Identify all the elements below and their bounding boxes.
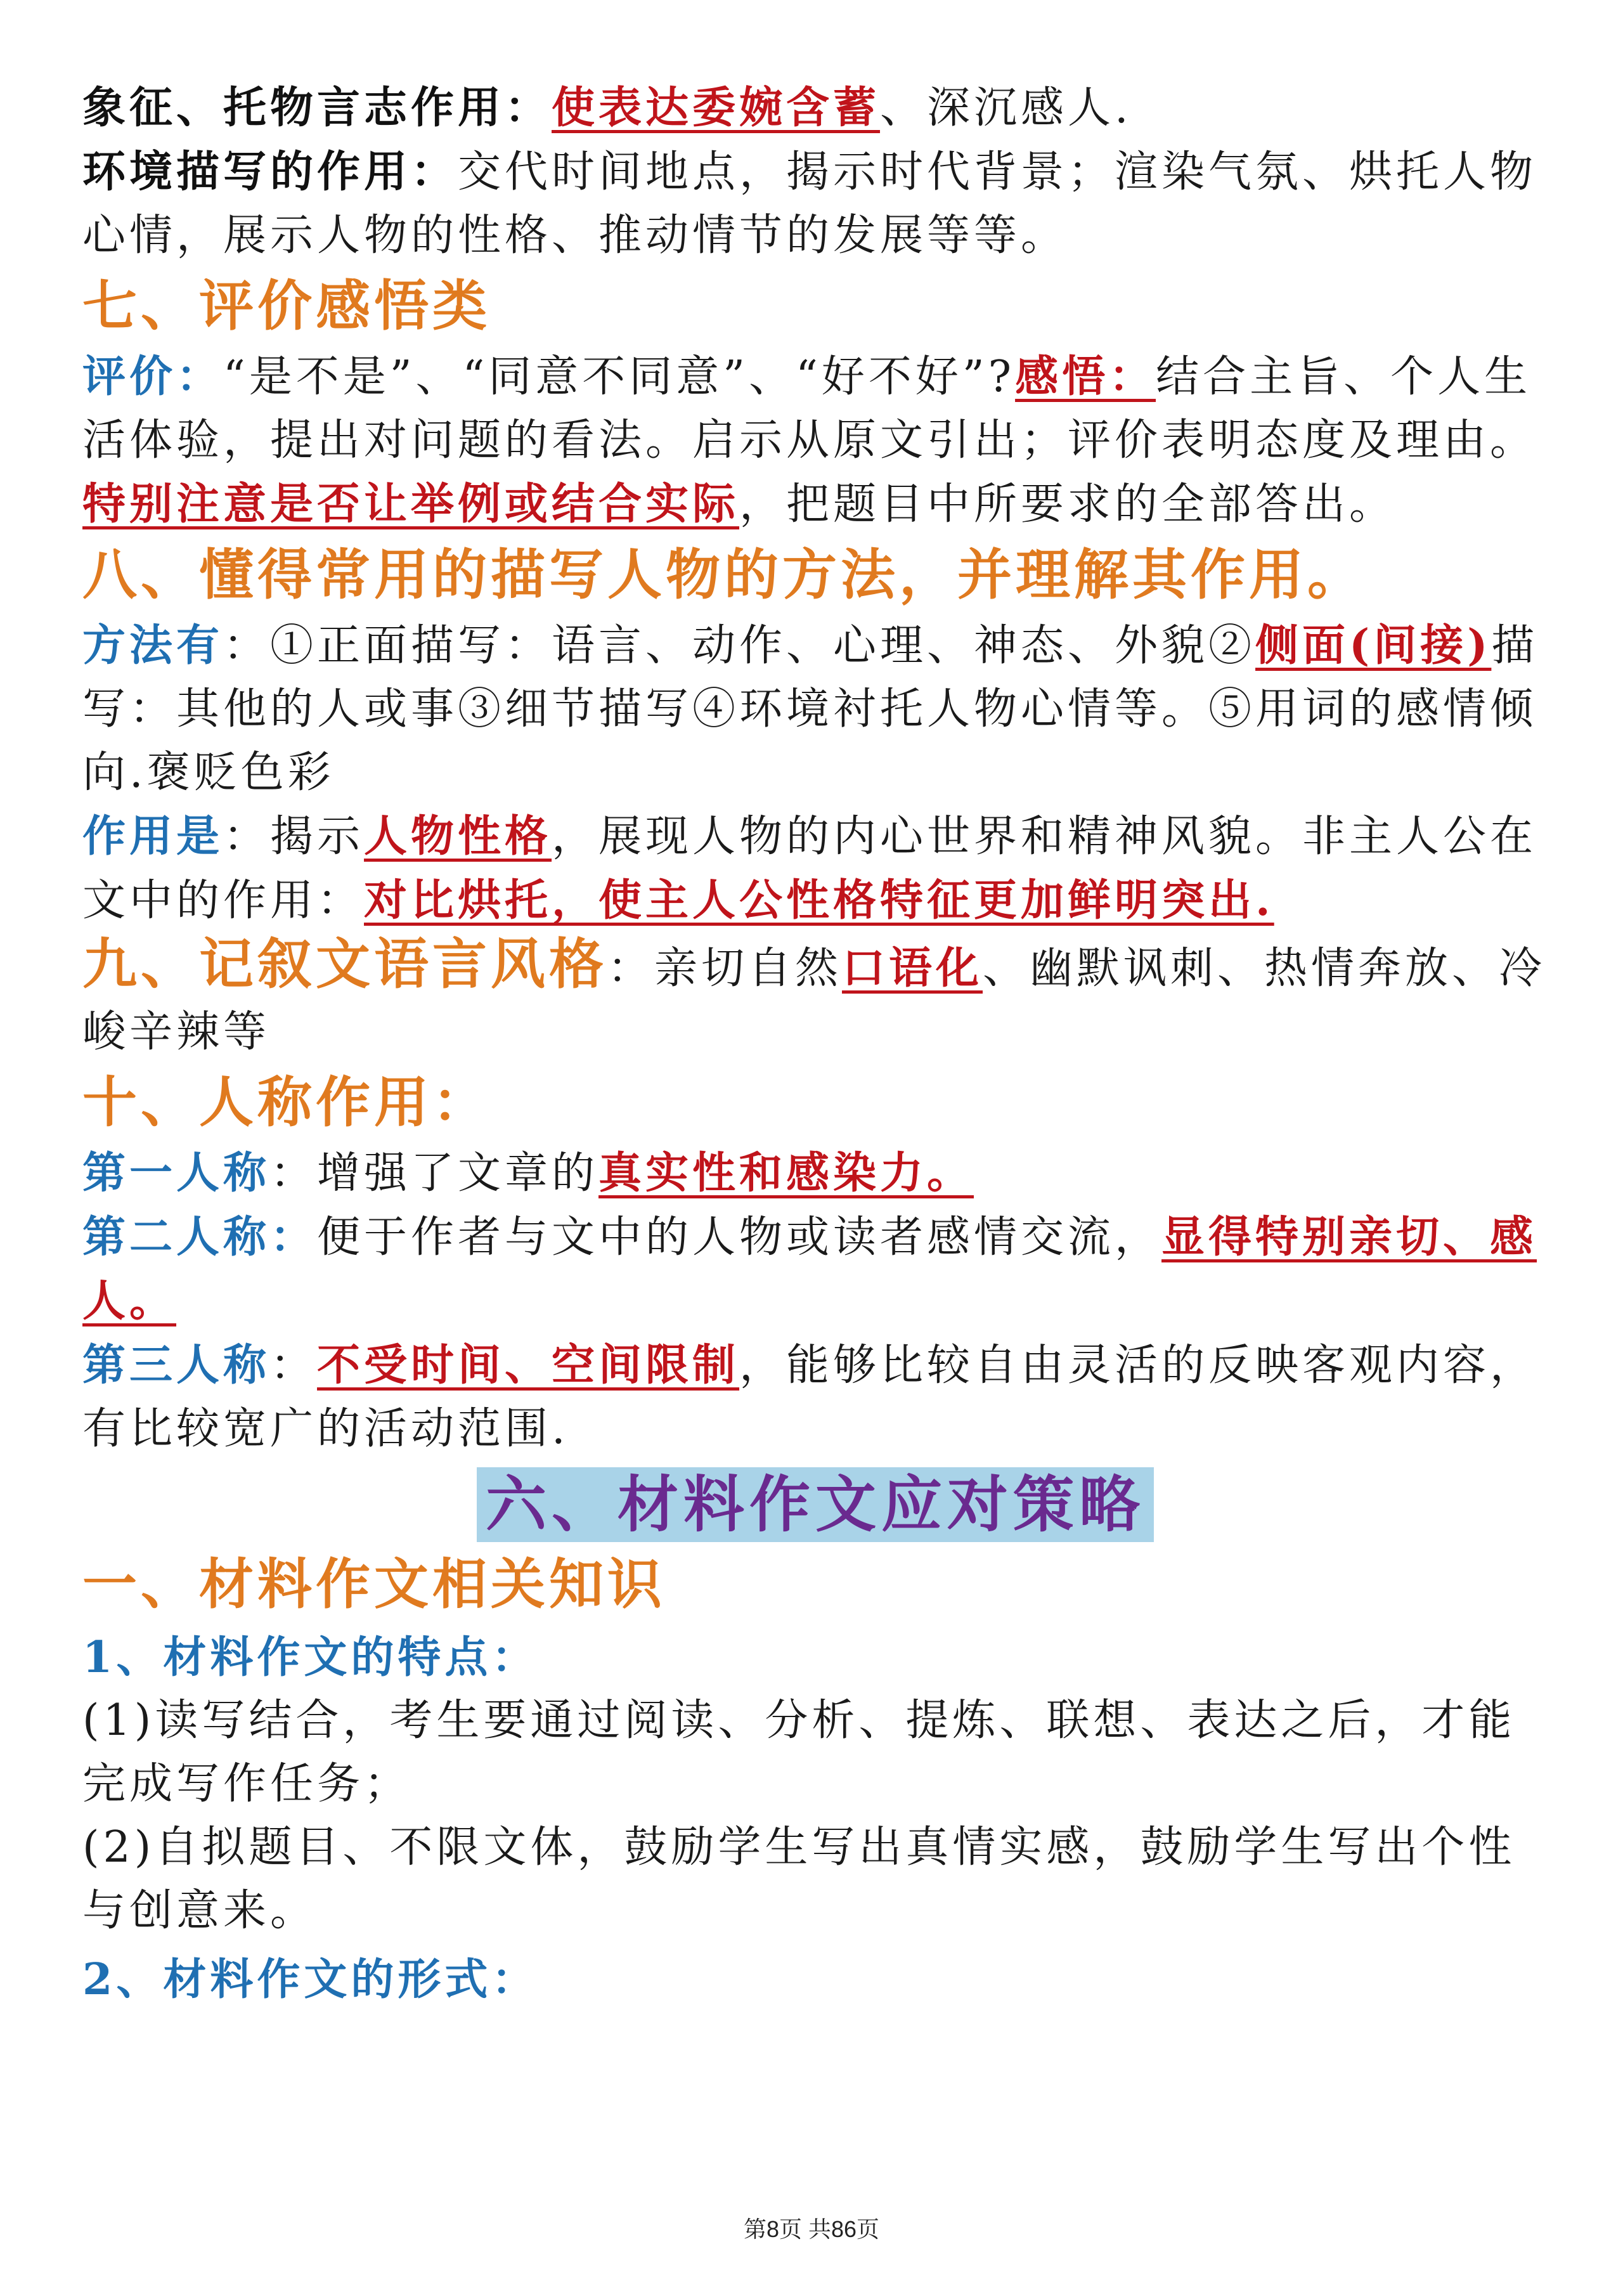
symbolism-highlight: 使表达委婉含蓄 <box>552 82 881 133</box>
effect-label: 作用是 <box>82 811 224 862</box>
section-7-highlight: 特别注意是否让举例或结合实际 <box>82 479 740 529</box>
feature-item-1: (1)读写结合，考生要通过阅读、分析、提炼、联想、表达之后，才能完成写作任务； <box>82 1696 1516 1809</box>
methods-text: ：①正面描写：语言、动作、心理、神态、外貌② <box>223 621 1256 671</box>
forms-subheading: 2、材料作文的形式： <box>82 1954 539 2005</box>
third-person-highlight: 不受时间、空间限制 <box>317 1340 740 1391</box>
section-9-paragraph <box>82 933 1548 1064</box>
section-9-highlight: 口语化 <box>842 943 983 994</box>
methods-highlight: 侧面(间接) <box>1255 620 1492 671</box>
section-8-heading: 八、懂得常用的描写人物的方法，并理解其作用。 <box>82 543 1366 607</box>
methods-paragraph <box>82 614 1548 805</box>
chapter-banner: 六、材料作文应对策略 <box>477 1467 1154 1542</box>
effect-text-2: ，展现人物的内心世界和精神风貌。非主人公在文中的作用： <box>82 812 1537 926</box>
part-1-heading: 一、材料作文相关知识 <box>82 1552 666 1616</box>
third-person-text: ，能够比较自由灵活的反映客观内容，有比较宽广的活动范围. <box>82 1340 1537 1454</box>
effect-text: ：揭示 <box>223 812 365 862</box>
section-7-heading: 七、评价感悟类 <box>82 274 491 338</box>
third-person-paragraph <box>82 1333 1548 1461</box>
section-9-heading: 九、记叙文语言风格 <box>82 932 607 996</box>
first-person-paragraph <box>82 1141 1548 1205</box>
section-7-tail: ，把题目中所要求的全部答出。 <box>739 479 1397 529</box>
first-person-text: ：增强了文章的 <box>270 1148 599 1198</box>
insight-label: 感悟： <box>1015 351 1156 402</box>
section-10-heading: 十、人称作用： <box>82 1070 491 1134</box>
insight-text: 结合主旨、个人生活体验，提出对问题的看法。启示从原文引出；评价表明态度及理由。 <box>82 352 1537 465</box>
symbolism-paragraph <box>82 76 1548 140</box>
environment-label: 环境描写的作用： <box>82 146 458 197</box>
environment-paragraph <box>82 140 1548 268</box>
evaluation-label: 评价： <box>82 351 224 402</box>
methods-text-2: 描写：其他的人或事③细节描写④环境衬托人物心情等。⑤用词的感情倾向.褒贬色彩 <box>82 621 1539 798</box>
third-person-label: 第三人称 <box>82 1340 271 1391</box>
second-person-text: 便于作者与文中的人物或读者感情交流， <box>317 1212 1162 1262</box>
second-person-highlight: 显得特别亲切、感人。 <box>82 1212 1537 1326</box>
first-person-highlight: 真实性和感染力。 <box>598 1148 974 1198</box>
chapter-banner-wrap <box>82 1467 1548 1542</box>
first-person-label: 第一人称 <box>82 1148 271 1198</box>
page-footer: 第8页 共86页 <box>743 2216 880 2242</box>
effect-highlight-2: 对比烘托，使主人公性格特征更加鲜明突出. <box>364 875 1274 926</box>
methods-label: 方法有 <box>82 620 224 671</box>
environment-text: 交代时间地点，揭示时代背景；渲染气氛、烘托人物心情，展示人物的性格、推动情节的发展等等。 <box>82 147 1537 261</box>
symbolism-label: 象征、托物言志作用： <box>82 82 552 133</box>
effect-paragraph <box>82 805 1548 933</box>
evaluation-text: “是不是”、“同意不同意”、“好不好”? <box>223 352 1016 402</box>
third-person-colon: ： <box>270 1340 318 1391</box>
section-9-text: ：亲切自然 <box>607 944 843 994</box>
second-person-paragraph <box>82 1205 1548 1333</box>
second-person-label: 第二人称： <box>82 1212 318 1262</box>
symbolism-text: 、深沉感人. <box>880 83 1132 133</box>
effect-highlight-1: 人物性格 <box>364 811 552 862</box>
features-subheading: 1、材料作文的特点： <box>82 1632 539 1683</box>
feature-item-2: (2)自拟题目、不限文体，鼓励学生写出真情实感，鼓励学生写出个性与创意来。 <box>82 1822 1516 1936</box>
section-9-text-2: 、幽默讽刺、热情奔放、冷峻辛辣等 <box>82 944 1546 1057</box>
section-7-paragraph <box>82 345 1548 536</box>
